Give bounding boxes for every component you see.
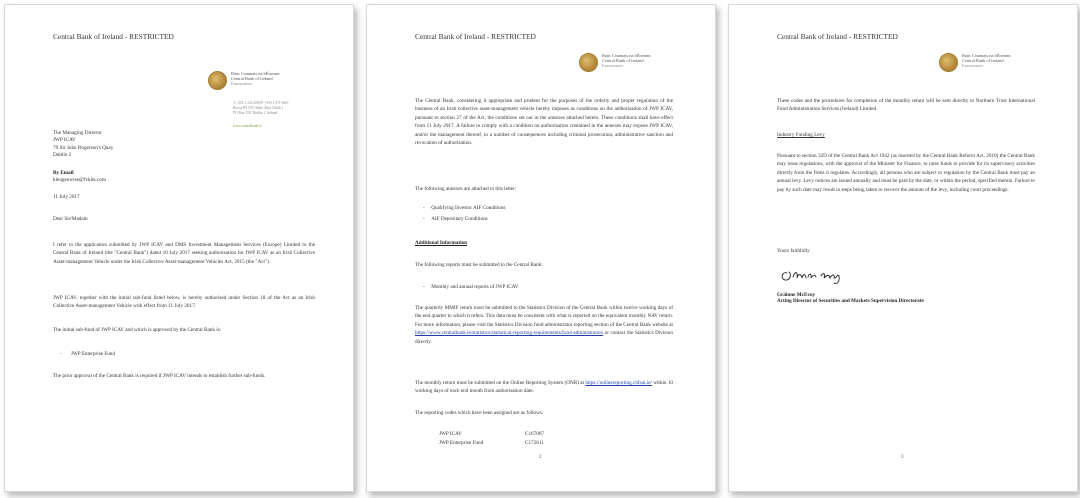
subfund-bullet: - JWP Enterprise Fund: [60, 351, 115, 357]
closing: Yours faithfully: [777, 248, 810, 254]
salutation: Dear Sir/Madam: [53, 216, 88, 222]
code-value: C172811: [525, 440, 544, 446]
paragraph-onr: The monthly return must be submitted on the Online Reporting System (ONR) at https://onlinereporting.cbfsai.ie/ within 10 working days of each end month from authorisation date.: [415, 380, 674, 395]
harp-seal-icon: [579, 53, 598, 72]
onr-link[interactable]: https://onlinereporting.cbfsai.ie/: [585, 380, 652, 386]
subfund-name: JWP Enterprise Fund: [70, 351, 115, 357]
letter-page-2: [366, 4, 716, 492]
page-header: Central Bank of Ireland - RESTRICTED: [777, 32, 898, 41]
page-number: 2: [539, 455, 542, 460]
harp-seal-icon: [208, 71, 227, 90]
bank-logo: [208, 71, 279, 90]
website-link[interactable]: www.centralbank.ie: [233, 124, 262, 128]
page-number: 3: [901, 455, 904, 460]
section-heading: Industry Funding Levy: [777, 132, 825, 138]
code-value: C167067: [525, 431, 545, 437]
bank-logo: Banc Ceannais na hÉireann Central Bank of Ireland Eurosystem: [939, 53, 1010, 72]
reports-intro: The following reports must be submitted to the Central Bank:: [415, 262, 543, 268]
paragraph-4: The prior approval of the Central Bank is required if JWP ICAV intends to establish further sub-funds.: [53, 373, 266, 379]
paragraph-codes: These codes and the procedures for completion of the monthly return will be sent directly to Northern Trust International Fund Administration Services (Ireland) Limited.: [777, 98, 1035, 113]
contact-address-en: PO Box 559, Dublin 1, Ireland: [233, 111, 278, 115]
logo-line-1: Banc Ceannais na hÉireann: [231, 71, 280, 76]
paragraph-levy: Pursuant to section 32D of the Central Bank Act 1942 (as inserted by the Central Bank Reform Act, 2010) the Central Bank may issue regulations, with the approval of the Minister for Finance, to raise funds to provide for its supervisory activities directly from the firms it regulates. Accordingly, all persons who are subject to regulation by the Central Bank must pay an annual levy. Levy notices are issued annually and must be paid by the date, or within the period, specified therein. Failure to pay by such date may result in steps being taken to recover the amount of the levy, including court proceedings.: [777, 153, 1035, 193]
statistics-link[interactable]: https://www.centralbank.ie/statistics/statistical-reporting-requirements/fund-administrators: [415, 330, 604, 337]
letter-date: 11 July 2017: [53, 194, 80, 200]
page-header: Central Bank of Ireland - RESTRICTED: [53, 32, 174, 41]
annex-item: - Qualifying Investor AIF Conditions: [423, 205, 506, 211]
paragraph-1: I refer to the application submitted by JWP ICAV and DMS Investment Management Services (Europe) Limited to the Central Bank of Ireland (the "Central Bank") dated 10 July 2017 seeking authorisation for JWP ICAV as an Irish Collective Asset-management Vehicle under the Irish Collective Asset-management Vehicles Act, 2015 (the "Act").: [53, 242, 315, 265]
logo-line-3: Eurosystem: [231, 81, 252, 87]
annex-item: - AIF Depositary Conditions: [423, 216, 488, 222]
annexes-intro: The following annexes are attached to this letter:: [415, 186, 517, 192]
codes-intro: The reporting codes which have been assigned are as follows:: [415, 410, 544, 416]
section-heading: Additional Information: [415, 240, 468, 246]
paragraph-3: The initial sub-fund of JWP ICAV and which is approved by the Central Bank is:: [53, 327, 222, 333]
letter-page-3: [728, 4, 1078, 492]
signatory-title: Acting Director of Securities and Markets Supervision Directorate: [777, 298, 924, 304]
harp-seal-icon: [939, 53, 958, 72]
paragraph-mmif: The quarterly MMIF return must be submitted to the Statistics Division of the Central Bank within twelve working days of the end quarter to which it refers. This data must be consistent with what is reported on the equivalent monthly NAV return. For more information, please visit the Statistics Division fund administrator reporting section of the Central Bank website at https://www.centralbank.ie/statistics/statistical-reporting-requirements/fund-administrators or contact the Statistics Division directly.: [415, 305, 673, 345]
addressee-block: The Managing Director JWP ICAV 79 Sir John Rogerson's Quay Dublin 2: [53, 130, 114, 159]
report-item: - Monthly and annual reports of JWP ICAV: [423, 284, 519, 290]
code-name: JWP Enterprise Fund: [439, 440, 484, 446]
letter-page-1: [4, 4, 354, 492]
page-header: Central Bank of Ireland - RESTRICTED: [415, 32, 536, 41]
paragraph-2: JWP ICAV, together with the initial sub-fund listed below, is hereby authorised under Section 18 of the Act as an Irish Collective Asset-management Vehicle with effect from 11 July 2017.: [53, 295, 315, 310]
bank-logo: Banc Ceannais na hÉireann Central Bank of Ireland Eurosystem: [579, 53, 650, 72]
signatory-name: Gráinne McEvoy: [777, 292, 816, 298]
contact-address-ga: Bosca PO 559, Baile Átha Cliath 1: [233, 106, 284, 110]
code-name: JWP ICAV: [439, 431, 462, 437]
by-email-label: By Email: [53, 170, 74, 176]
recipient-email: kleugenwise@fvkhk.com: [53, 177, 107, 183]
logo-line-2: Central Bank of Ireland: [231, 76, 273, 82]
handwritten-signature: [777, 261, 847, 287]
paragraph-conditions: The Central Bank, considering it appropriate and prudent for the purposes of the orderly and proper regulation of the business of an Irish collective asset-management vehicle hereby imposes as conditions on the authorisation of JWP ICAV, pursuant to section 27 of the Act, the conditions set out in the annexes attached hereto. These conditions shall have effect from 11 July 2017. A failure to comply with a condition on authorisation contained in the annexes may expose JWP ICAV, and/or the management thereof, to a number of consequences including criminal prosecution, administrative sanction and revocation of authorisation.: [415, 98, 673, 147]
contact-phone: T +353 1 224 6000 F +353 1 671 6561: [233, 101, 289, 105]
contact-block: [233, 101, 289, 128]
